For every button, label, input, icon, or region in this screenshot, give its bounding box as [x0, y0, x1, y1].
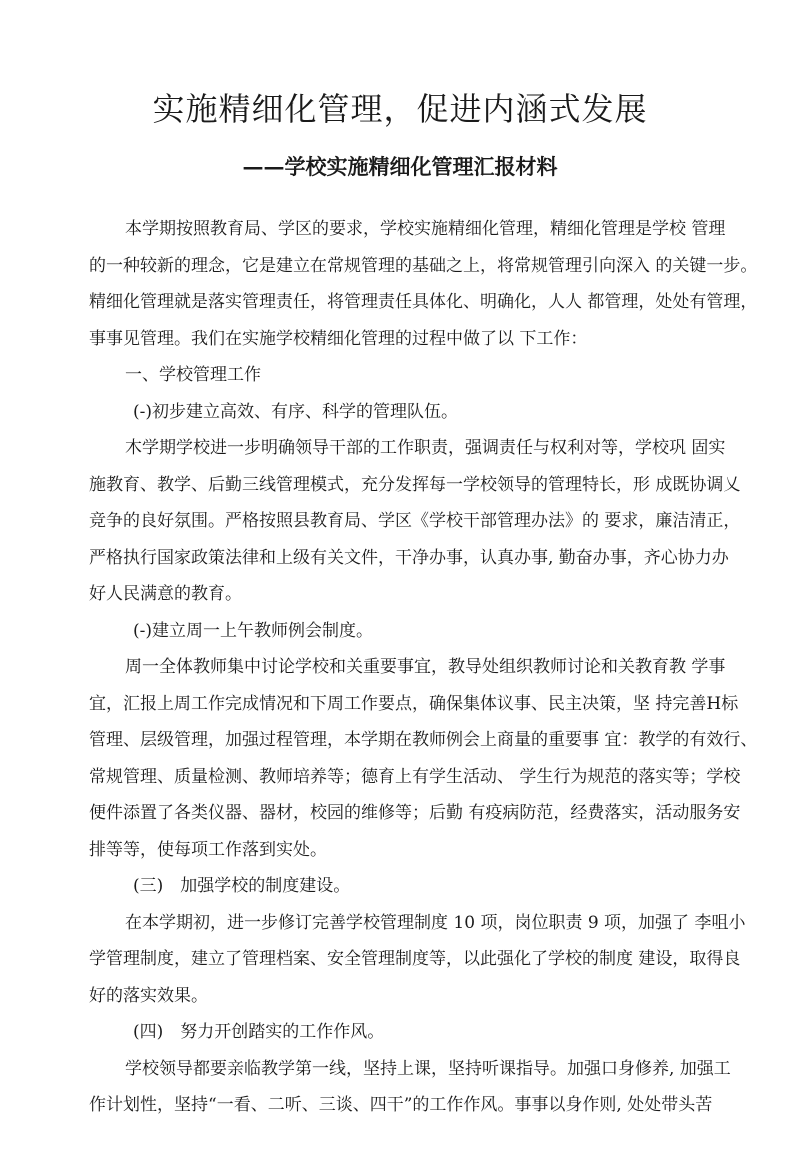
text-line: 本学期按照教育局、学区的要求，学校实施精细化管理，精细化管理是学校 管理: [125, 219, 726, 239]
text-line: 一、学校管理工作: [125, 365, 261, 385]
document-body: [89, 211, 758, 1124]
text-line: 学校领导都要亲临教学第一线，坚持上课，坚持听课指导。加强口身修养, 加强工: [125, 1058, 731, 1079]
text-line: 施教育、教学、后勤三线管理模式，充分发挥每一学校领导的管理特长，形 成既协调乂: [89, 474, 741, 495]
text-line: 精细化管理就是落实管理责任，将管理责任具体化、明确化，人人 都管理，处处有管理，: [89, 292, 758, 312]
text-line: 便件添置了各类仪器、器材，校园的维修等；后勤 有疫病防范，经费落实，活动服务安: [89, 803, 741, 823]
text-line: 在本学期初，进一步修订完善学校管理制度 10 项，岗位职责 9 项，加强了 李咀小: [125, 912, 746, 933]
document-title: 实施精细化管理，促进内涵式发展: [152, 90, 648, 128]
text-line: 作计划性，坚持“一看、二听、三谈、四干”的工作作风。事事以身作则, 处处带头苦: [89, 1095, 713, 1115]
text-line: 管理、层级管理，加强过程管理，本学期在教师例会上商量的重要事 宜：教学的有效行、: [89, 730, 758, 750]
text-line: (三) 加强学校的制度建设。: [133, 876, 351, 896]
document-subtitle: ——学校实施精细化管理汇报材料: [242, 154, 558, 179]
text-line: 的一种较新的理念，它是建立在常规管理的基础之上，将常规管理引向深入 的关键一步。: [89, 255, 758, 276]
text-line: (四) 努力开创踏实的工作作风。: [133, 1022, 385, 1042]
text-line: 好人民满意的教育。: [89, 584, 242, 604]
text-line: 常规管理、质量检测、教师培养等；德育上有学生活动、 学生行为规范的落实等；学校: [89, 766, 741, 787]
text-line: 周一全体教师集中讨论学校和关重要事宜，教导处组织教师讨论和关教育教 学事: [125, 657, 726, 677]
text-line: 好的落实效果。: [89, 985, 208, 1006]
text-line: 竞争的良好氛围。严格按照县教育局、学区《学校干部管理办法》的 要求，廉洁清正，: [89, 511, 741, 531]
text-line: 事事见管理。我们在实施学校精细化管理的过程中做了以 下工作：: [89, 328, 588, 349]
text-line: 宜，汇报上周工作完成情况和下周工作要点，确保集体议事、民主决策，坚 持完善H标: [89, 693, 739, 714]
text-line: (-)建立周一上午教师例会制度。: [133, 620, 374, 641]
text-line: 学管理制度，建立了管理档案、安全管理制度等，以此强化了学校的制度 建设，取得良: [89, 949, 741, 969]
text-line: 排等等，使每项工作落到实处。: [89, 839, 327, 860]
text-line: 木学期学校进一步明确领导干部的工作职责，强调责任与权利对等，学校巩 固实: [125, 438, 726, 458]
text-line: (-)初步建立高效、有序、科学的管理队伍。: [133, 401, 459, 422]
text-line: 严格执行国家政策法律和上级有关文件，干净办事，认真办事, 勤奋办事，齐心协力办: [89, 547, 729, 568]
